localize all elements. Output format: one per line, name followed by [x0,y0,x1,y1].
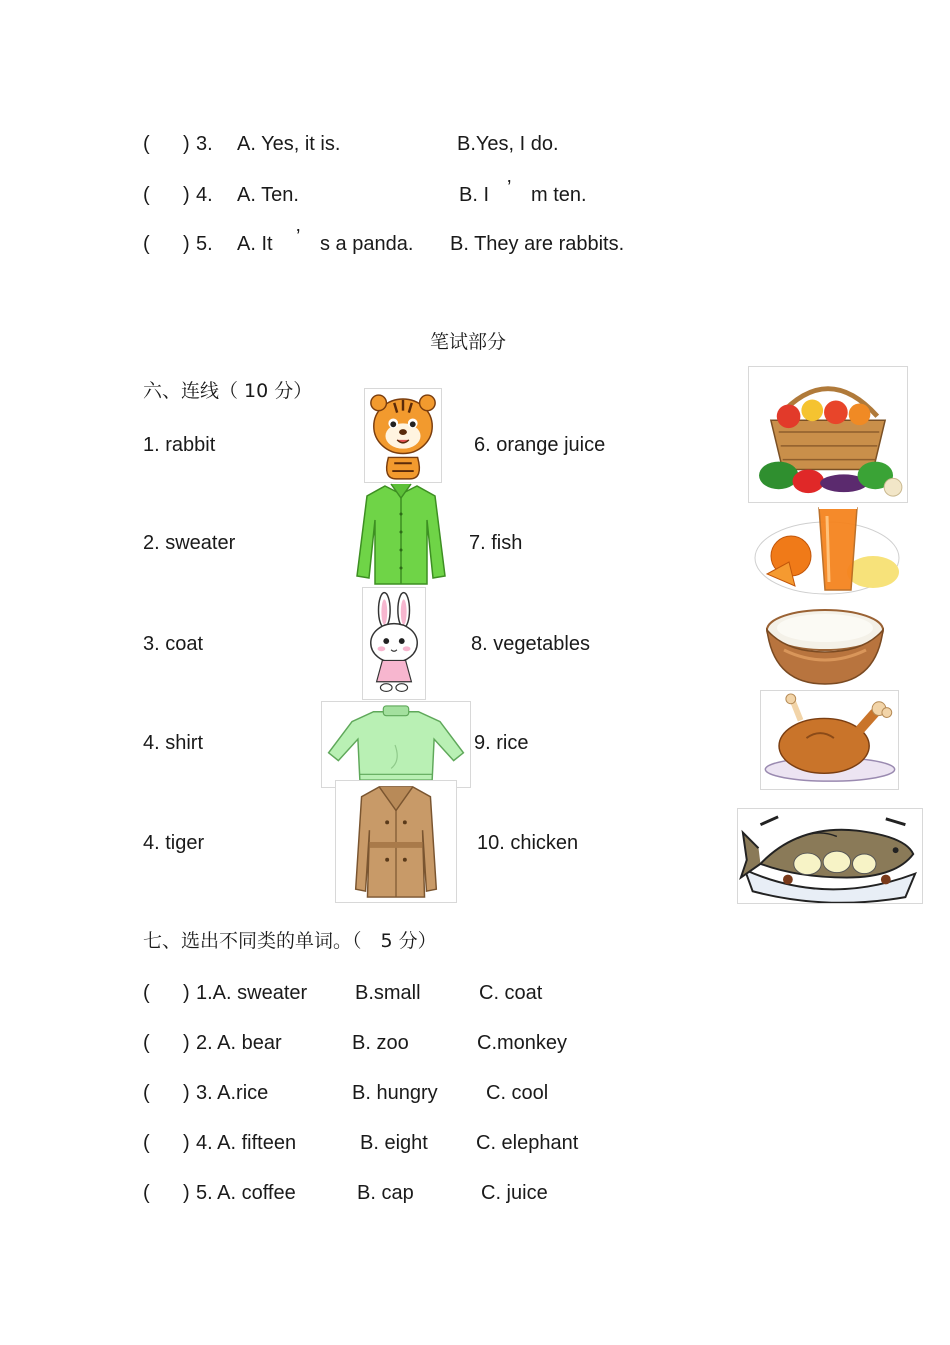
answer-paren-close: ) [183,133,190,155]
roast-chicken-picture [760,690,899,790]
option-b-part2: m ten. [531,184,587,206]
option-a: 4. A. fifteen [196,1132,297,1154]
answer-paren-close: ) [183,233,190,255]
green-shirt-picture [355,480,447,588]
question-number: 4. [196,184,213,206]
answer-paren-close: ) [183,184,190,206]
option-b: B. cap [357,1182,414,1204]
answer-paren-open: ( [143,982,150,1004]
left-word-4: 4. shirt [143,732,204,754]
option-a: A. Yes, it is. [237,133,341,155]
right-word-7: 7. fish [469,532,523,554]
answer-paren-close: ) [183,1182,190,1204]
option-b: B. hungry [352,1082,438,1104]
option-b: B. eight [360,1132,428,1154]
right-word-8: 8. vegetables [471,633,590,655]
right-word-10: 10. chicken [477,832,579,854]
coat-picture [335,780,457,903]
sweater-picture [321,701,471,788]
answer-paren-close: ) [183,982,190,1004]
fish-plate-picture [737,808,923,904]
tiger-picture [364,388,442,483]
answer-paren-open: ( [143,1132,150,1154]
right-word-6: 6. orange juice [474,434,606,456]
option-a: 3. A.rice [196,1082,269,1104]
rabbit-picture [362,587,426,700]
option-a-part1: A. It [237,233,273,255]
option-b: B.small [355,982,421,1004]
option-a: A. Ten. [237,184,299,206]
option-b: B.Yes, I do. [457,133,559,155]
answer-paren-open: ( [143,1082,150,1104]
rice-bowl-picture [764,600,886,687]
answer-paren-close: ) [183,1082,190,1104]
option-a: 1.A. sweater [196,982,308,1004]
option-a-part2: s a panda. [320,233,414,255]
vegetables-basket-picture [748,366,908,503]
option-b-part1: B. I [459,184,490,206]
option-c: C.monkey [477,1032,568,1054]
option-c: C. coat [479,982,543,1004]
option-b: B. They are rabbits. [450,233,625,255]
question-number: 5. [196,233,213,255]
left-word-2: 2. sweater [143,532,236,554]
option-b: B. zoo [352,1032,409,1054]
option-a-apostrophe: ’ [296,226,301,248]
option-c: C. elephant [476,1132,579,1154]
option-a: 5. A. coffee [196,1182,296,1204]
left-word-1: 1. rabbit [143,434,216,456]
answer-paren-open: ( [143,184,150,206]
answer-paren-close: ) [183,1032,190,1054]
left-word-3: 3. coat [143,633,204,655]
option-a: 2. A. bear [196,1032,282,1054]
question-number: 3. [196,133,213,155]
option-b-apostrophe: ’ [507,177,512,199]
option-c: C. cool [486,1082,549,1104]
right-word-9: 9. rice [474,732,529,754]
section6-title: 六、连线（ 10 分） [143,380,313,402]
left-word-5: 4. tiger [143,832,205,854]
answer-paren-open: ( [143,1032,150,1054]
orange-juice-picture [753,502,901,595]
answer-paren-close: ) [183,1132,190,1154]
written-part-title: 笔试部分 [430,331,507,353]
section7-title: 七、选出不同类的单词。（ 5 分） [143,930,437,952]
option-c: C. juice [481,1182,548,1204]
answer-paren-open: ( [143,233,150,255]
answer-paren-open: ( [143,1182,150,1204]
answer-paren-open: ( [143,133,150,155]
